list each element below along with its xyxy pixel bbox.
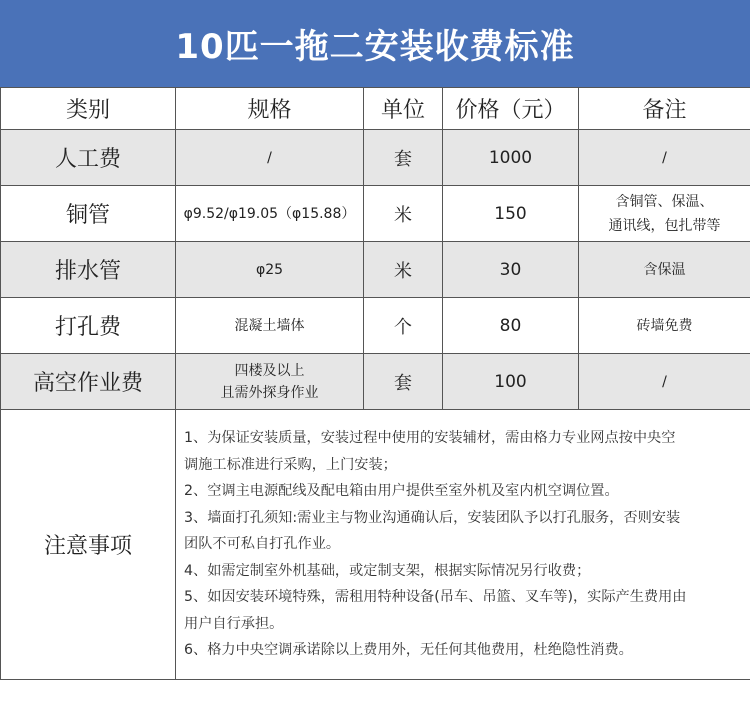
price-cell: 150 [443,186,579,242]
title-banner [0,0,750,87]
note-cell [579,242,750,298]
spec-line: φ25 [255,261,284,278]
note-cell [579,186,750,242]
note-line: 砖墙免费 [636,317,693,334]
spec-cell [176,242,364,298]
column-header-category: 类别 [1,88,176,130]
note-line: 含保温 [643,261,686,278]
spec-cell [176,354,364,410]
table-row [1,242,750,298]
note-line: / [662,149,667,166]
note-cell [579,354,750,410]
notes-line: 1、为保证安装质量，安装过程中使用的安装辅材，需由格力专业网点按中央空 [184,430,676,447]
notes-list [184,425,742,664]
table-row [1,298,750,354]
price-cell: 1000 [443,130,579,186]
category-cell: 排水管 [1,242,176,298]
price-cell: 30 [443,242,579,298]
category-cell: 打孔费 [1,298,176,354]
note-line: / [662,373,667,390]
notes-label: 注意事项 [1,410,176,680]
note-cell [579,130,750,186]
unit-cell: 套 [364,354,443,410]
fee-table [0,87,750,680]
notes-line: 6、格力中央空调承诺除以上费用外，无任何其他费用，杜绝隐性消费。 [184,642,633,659]
spec-cell [176,186,364,242]
unit-cell: 套 [364,130,443,186]
unit-cell: 米 [364,242,443,298]
notes-line: 用户自行承担。 [184,615,284,632]
spec-line: 混凝土墙体 [234,317,305,334]
spec-line: 四楼及以上 [234,362,305,379]
category-cell: 高空作业费 [1,354,176,410]
column-header-note: 备注 [579,88,750,130]
column-header-unit: 单位 [364,88,443,130]
note-line: 含铜管、保温、 [615,193,714,210]
table-header-row [1,88,750,130]
notes-line: 4、如需定制室外机基础，或定制支架，根据实际情况另行收费； [184,562,591,579]
notes-row [1,410,750,680]
spec-line: / [267,149,272,166]
notes-line: 调施工标准进行采购，上门安装； [184,456,397,473]
note-line: 通讯线，包扎带等 [608,217,721,234]
category-cell: 人工费 [1,130,176,186]
price-cell: 80 [443,298,579,354]
table-row [1,354,750,410]
price-cell: 100 [443,354,579,410]
table-row [1,130,750,186]
page-title: 10匹一拖二安装收费标准 [175,27,575,67]
notes-line: 3、墙面打孔须知:需业主与物业沟通确认后，安装团队予以打孔服务，否则安装 [184,509,681,526]
notes-line: 5、如因安装环境特殊，需租用特种设备(吊车、吊篮、叉车等)，实际产生费用由 [184,589,687,606]
unit-cell: 米 [364,186,443,242]
notes-line: 团队不可私自打孔作业。 [184,536,341,553]
unit-cell: 个 [364,298,443,354]
spec-line: 且需外探身作业 [220,384,319,401]
spec-cell [176,130,364,186]
column-header-spec: 规格 [176,88,364,130]
spec-line: φ9.52/φ19.05（φ15.88） [183,205,356,222]
category-cell: 铜管 [1,186,176,242]
table-row [1,186,750,242]
spec-cell [176,298,364,354]
column-header-price: 价格（元） [443,88,579,130]
note-cell [579,298,750,354]
notes-content [176,410,750,680]
notes-line: 2、空调主电源配线及配电箱由用户提供至室外机及室内机空调位置。 [184,483,619,500]
